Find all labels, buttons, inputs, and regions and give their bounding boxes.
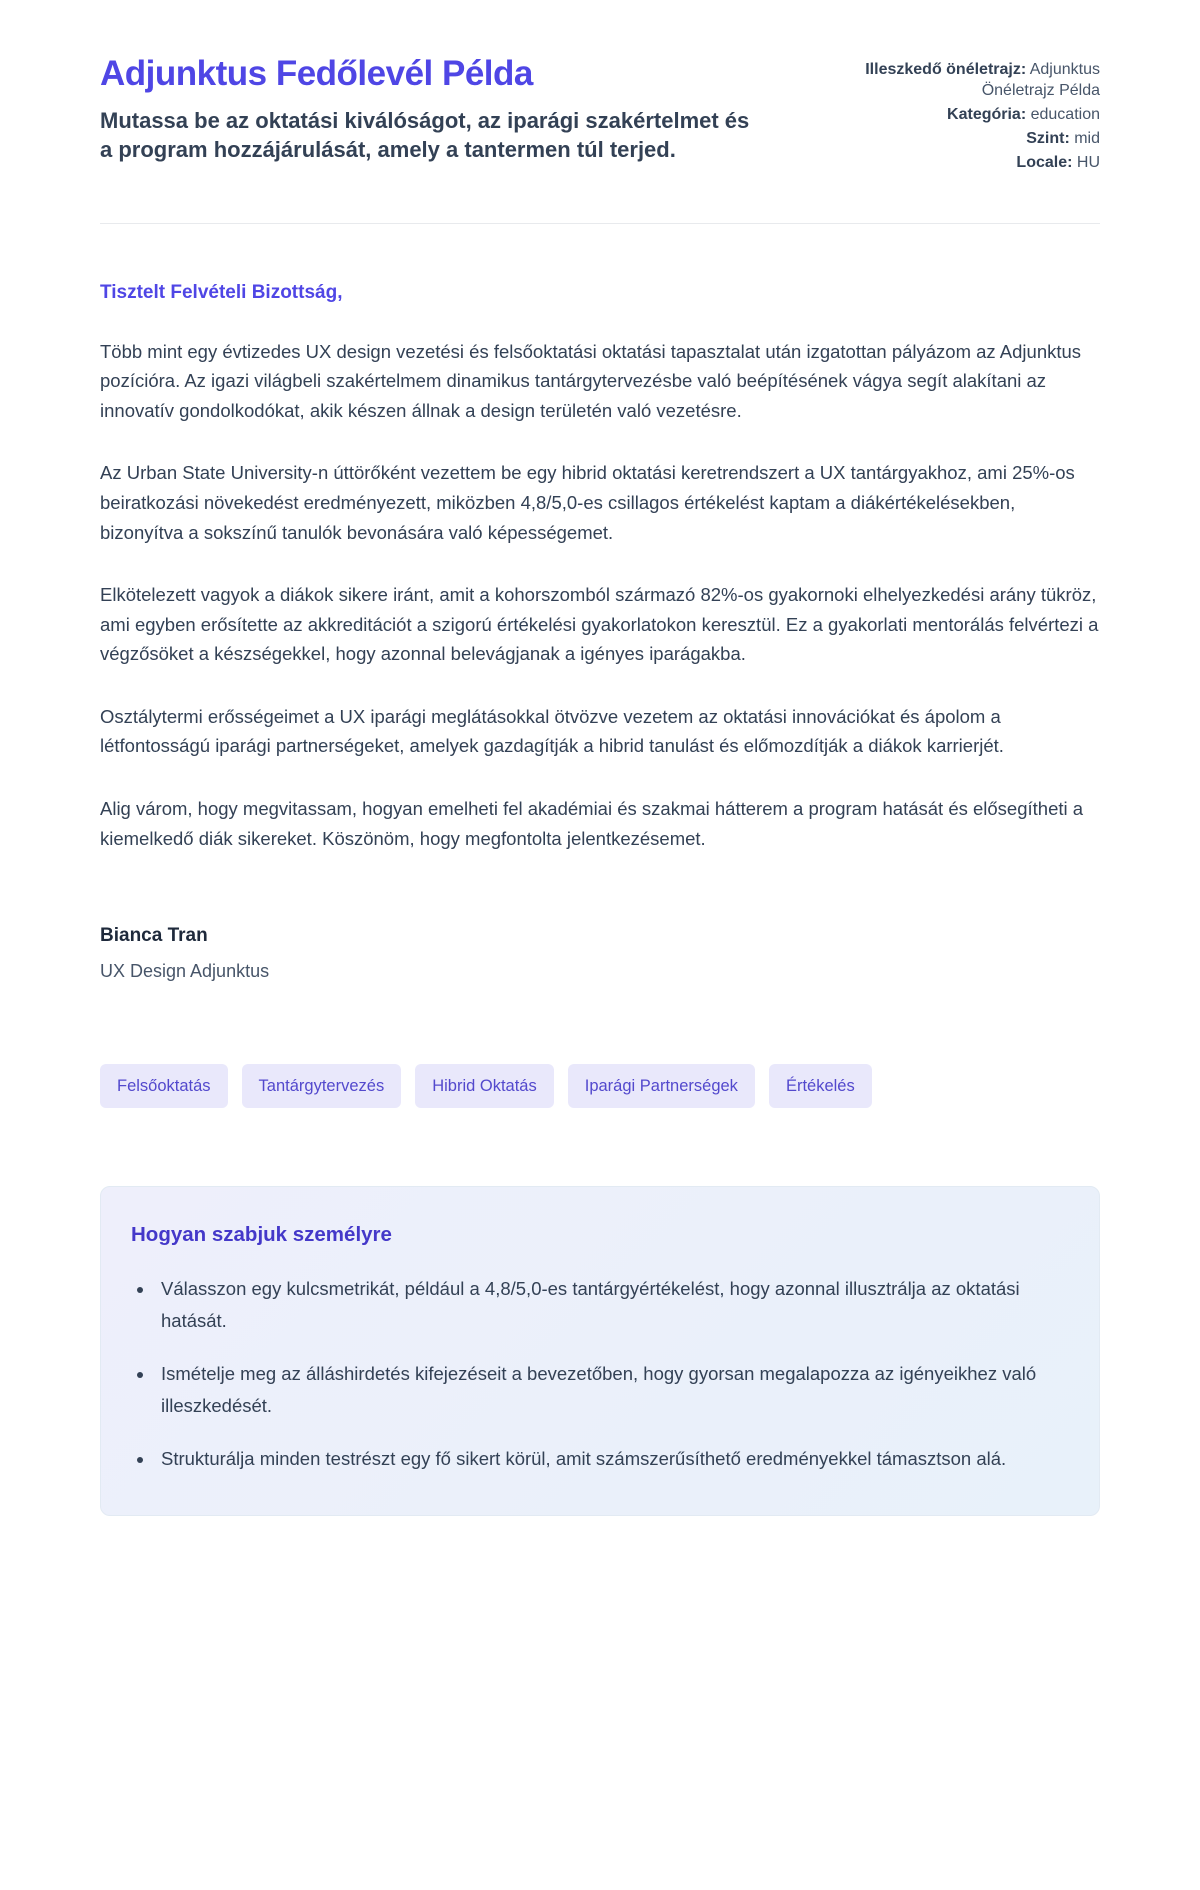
meta-level-label: Szint:: [1026, 130, 1070, 148]
letter-paragraph-3: Elkötelezett vagyok a diákok sikere iránt, amit a kohorszomból származó 82%-os gyakornoki elhelyezkedési arány tükröz, ami egyben erősítette az akkreditációt a szigorú értékelési gyakorlatokon keresztül. Ez a gyakorlati mentorálás felvértezi a végzősöket a készségekkel, hogy azonnal belevágjanak a igényes iparágakba.: [100, 584, 1099, 665]
tip-item-2: • Ismételje meg az álláshirdetés kifejezéseit a bevezetőben, hogy gyorsan megalapozza az igényeikhez való illeszkedését.: [155, 1358, 1055, 1421]
tag-chip-hybrid-teaching: Hibrid Oktatás: [415, 1064, 554, 1108]
meta-matching-resume-label: Illeszkedő önéletrajz:: [865, 61, 1027, 78]
tip-item-1: • Válasszon egy kulcsmetrikát, például a 4,8/5,0-es tantárgyértékelést, hogy azonnal illusztrálja az oktatási hatását.: [155, 1273, 1055, 1336]
meta-category-label: Kategória:: [947, 106, 1027, 124]
meta-locale-label: Locale:: [1016, 154, 1073, 172]
signature-block: [100, 925, 1100, 982]
header-divider: [100, 223, 1100, 224]
tag-chip-higher-education: Felsőoktatás: [100, 1064, 228, 1108]
page-title: Adjunktus Fedőlevél Példa: [100, 54, 533, 93]
meta-panel: [848, 55, 1100, 177]
letter-paragraph-4: Osztálytermi erősségeimet a UX iparági meglátásokkal ötvözve vezetem az oktatási innovációkat és ápolom a létfontosságú iparági partnerségeket, amelyek gazdagítják a hibrid tanulást és előmozdítják a diákok karrierjét.: [100, 705, 1004, 757]
letter-paragraph-2: Az Urban State University-n úttörőként vezettem be egy hibrid oktatási keretrendszert a UX tantárgyakhoz, ami 25%-os beiratkozási növekedést eredményezett, miközben 4,8/5,0-es csillagos értékelést kaptam a diákértékelésekben, bizonyítva a sokszínű tanulók bevonására való képességemet.: [100, 462, 1075, 543]
tips-list: [131, 1273, 1065, 1474]
letter-greeting: Tisztelt Felvételi Bizottság,: [100, 281, 343, 303]
meta-level-value: mid: [1074, 130, 1100, 148]
tip-item-3: • Strukturálja minden testrészt egy fő sikert körül, amit számszerűsíthető eredményekkel támasztson alá.: [155, 1443, 1055, 1474]
meta-level: [848, 128, 1100, 149]
signature-role: UX Design Adjunktus: [100, 961, 270, 982]
letter-paragraph-5: Alig várom, hogy megvitassam, hogyan emelheti fel akadémiai és szakmai hátterem a program hatását és elősegítheti a kiemelkedő diák sikereket. Köszönöm, hogy megfontolta jelentkezésemet.: [100, 798, 1084, 849]
personalization-tips-box: [100, 1186, 1100, 1515]
meta-category-value: education: [1030, 106, 1100, 124]
meta-locale-value: HU: [1076, 154, 1100, 172]
tag-chip-assessment: Értékelés: [769, 1064, 872, 1108]
page-subtitle: Mutassa be az oktatási kiválóságot, az iparági szakértelmet és a program hozzájárulását, amely a tantermen túl terjed.: [100, 107, 750, 162]
tips-heading: Hogyan szabjuk személyre: [131, 1223, 392, 1247]
letter-body: [100, 282, 1100, 983]
meta-matching-resume: [848, 59, 1100, 101]
meta-locale: [848, 152, 1100, 173]
signature-name: Bianca Tran: [100, 925, 208, 947]
meta-category: [848, 104, 1100, 125]
tag-list: [100, 1064, 1100, 1108]
header-title-block: [100, 55, 755, 164]
letter-paragraph-1: Több mint egy évtizedes UX design vezetési és felsőoktatási oktatási tapasztalat után izgatottan pályázom az Adjunktus pozícióra. Az igazi világbeli szakértelmem dinamikus tantárgytervezésbe való beépítésének vágya segít alakítani az innovatív gondolkodókat, akik készen állnak a design területén való vezetésre.: [100, 340, 1082, 421]
meta-matching-resume-value: Adjunktus Önéletrajz Példa: [981, 61, 1100, 100]
page-header: [100, 55, 1100, 177]
tag-chip-curriculum-design: Tantárgytervezés: [242, 1064, 402, 1108]
tag-chip-industry-partnerships: Iparági Partnerségek: [568, 1064, 755, 1108]
